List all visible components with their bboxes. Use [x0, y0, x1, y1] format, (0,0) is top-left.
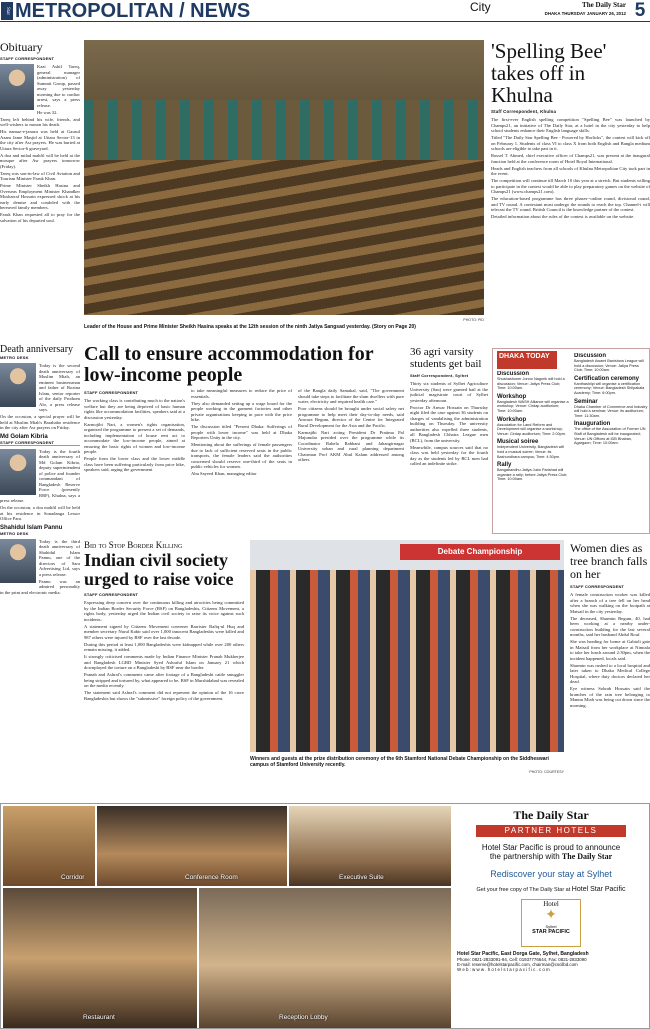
today-item [574, 376, 648, 396]
death-anniversary-column [0, 344, 80, 784]
spelling-bee-story [491, 40, 650, 340]
paper-name: The Daily Star [582, 1, 626, 9]
border-kicker: Bid to Stop Border Killing [84, 540, 183, 550]
dhaka-today-col-1 [497, 371, 569, 531]
agri-story [410, 346, 488, 534]
border-byline: STAFF CORRESPONDENT [84, 592, 139, 597]
obit-p7: Prime Minister Sheikh Hasina and Overseas Employment Minister Khandker Mosharraf Hossain expressed shock at his early demise and condoled with the bereaved family members. [0, 183, 80, 210]
women-p5: Eye witness Sohrab Hossain said the branches of the rain tree belonging to Mannu Miah was being cut down since the morning. [570, 686, 650, 708]
parliament-chairs [84, 100, 484, 160]
accom-c8: Abu Sayeed Khan, managing editor [191, 471, 257, 476]
dhaka-today-box [492, 348, 650, 534]
ad-email: E-mail: reserve@hotelstarpacific.com, chairman@cscilbd.com [457, 962, 578, 967]
accom-c6: The discussion titled "Present Dhaka: Sufferings of people with lower income" was held at Dhaka Reporters Unity in the city. [191, 424, 292, 440]
today-item-heading: Discussion [574, 353, 607, 359]
agri-p2: Proctor Dr Anwar Hossain on Thursday night filed the case against 36 students on charges of vandalising the administration building on Thursday. The university authorities also expelled three students, all Bangladesh Chhatra League men (BCL), from the university. [410, 404, 488, 443]
anniv-c1: Today is the third death anniversary of Shahidul Islam Pannu, one of the directors of Sara Advertising Ltd, says a press release. [39, 538, 80, 577]
today-item-heading: Musical soiree [497, 439, 539, 446]
today-item-text: The office of the Association of Former UN Staff of Bangladesh will be inaugurated; Venue: UN Offices at IDB Bhaban, Agargaon; Time: 10:00am. [574, 427, 646, 446]
spelling-p6: The education-based programme has three phases--online round, divisional round, and TV round. A contestant must undergo the rounds to reach the top. Channel-i will telecast the TV round. British Council is the knowledge partner of the contest. [491, 196, 650, 212]
ad-logo-mid: Sylhet [545, 924, 557, 929]
parliament-desks [84, 150, 484, 315]
masthead [0, 0, 650, 22]
ad-text-panel [453, 806, 649, 1028]
women-byline: STAFF CORRESPONDENT [570, 584, 625, 589]
accommodation-byline: STAFF CORRESPONDENT [84, 390, 139, 395]
accom-c9: of the Bangla daily Samakal, said, "The government should take steps to facilitate the slum dwellers with pure water, electricity and required health care." [298, 388, 404, 404]
ad-rediscover: Rediscover your stay at Sylhet [490, 869, 612, 879]
ad-label-corridor: Corridor [61, 874, 85, 881]
ad-photo-corridor [3, 806, 95, 886]
ad-photo-restaurant [3, 888, 197, 1028]
today-item-text: Independent University, Bangladesh will hold a musical soiree; Venue: its Bashundhara campus; Time: 4:30pm. [497, 445, 565, 459]
spelling-headline: 'Spelling Bee' takes off in Khulna [491, 40, 607, 107]
dhaka-today-col-2 [574, 353, 648, 531]
women-p2: The deceased, Sharmin Begum, 40, had been working at a nearby under-construction building for the last several months, said her husband Abdul Rouf. [570, 615, 650, 637]
anniversary-portrait-2 [0, 449, 36, 495]
anniversary-portrait-3 [0, 539, 36, 583]
spelling-p5: The competition will continue till March 10 this year at a stretch. But students willing to participate in the contest would be able to play preparatory games on the website of Champs21 (www.champs21.com). [491, 178, 650, 194]
today-item [497, 439, 569, 459]
ad-label-executive: Executive Suite [339, 874, 384, 881]
today-item-heading: Workshop [497, 416, 527, 423]
anniv-name-2: Shahidul Islam Pannu [0, 524, 63, 531]
spelling-p1: The first-ever English spelling competition "Spelling Bee" was launched by Champs21, an initiative of The Daily Star, at a hotel in the city yesterday to help school students enhance their English language skills. [491, 117, 650, 133]
ad-brand: The Daily Star [513, 808, 589, 822]
today-item-heading: Rally [497, 462, 512, 469]
paper-logo: Star [1, 2, 13, 20]
obituary-head: Obituary [0, 40, 43, 54]
spelling-p7: Detailed information about the rules of the contest is available on the website. [491, 214, 635, 219]
ad-proud-brand: The Daily Star [561, 852, 613, 861]
ad-logo-star-icon: ✦ [545, 908, 557, 923]
ad-logo-bottom: STAR PACIFIC [532, 929, 570, 935]
anniv-byline-2: STAFF CORRESPONDENT [0, 440, 80, 446]
today-item-heading: Workshop [497, 393, 527, 400]
agri-byline: Staff Correspondent, Sylhet [410, 373, 469, 378]
border-p6: The statement said Ashraf's comment did not represent the opinion of the 16 crore Bangladeshis but shows the "submissive" foreign policy of the government. [84, 690, 244, 701]
debate-caption: Winners and guests at the prize distribution ceremony of the 6th Stamford National Debate Championship on the Siddheswari campus of Stamford University recently. [250, 756, 549, 768]
today-item [497, 394, 569, 414]
dhaka-today-title: DHAKA TODAY [497, 351, 557, 369]
today-item-heading: Seminar [574, 398, 598, 405]
spelling-p3: Russel T. Ahmed, chief executive officer of Champs21, was present at the inaugural function held at the conference room of Hotel Royal International. [491, 153, 650, 164]
today-item-heading: Inauguration [574, 421, 611, 428]
anniv-b1: Today is the fourth death anniversary of Md Golam Kibria, deputy superintendent of police and founder commandant of Bangladesh Reserve Force (presently RRF), Khulna, says a press release. [0, 448, 80, 503]
today-item [497, 417, 569, 437]
obit-p2: He was 32. [37, 109, 58, 115]
accommodation-headline: Call to ensure accommodation for low-income people [84, 344, 374, 386]
ad-proud-line-2 [453, 852, 649, 861]
agri-p1: Thirty six students of Sylhet Agriculture University (Sau) were granted bail at the judicial magistrate court of Sylhet yesterday afternoon. [410, 381, 488, 403]
ad-proud-line-1: Hotel Star Pacific is proud to announce [481, 843, 621, 852]
today-item-text: Shushashoner Jonno Nagorik will hold a discussion; Venue: Jatiya Press Club; Time: 10:00am. [497, 377, 565, 391]
obit-p3: Tareq left behind his wife, friends, and well-wishers to mourn his death. [0, 116, 80, 127]
women-p1: A female construction worker was killed after a branch of a tree fell on her head when she was walking on the footpath at Matsail in the city yesterday. [570, 592, 650, 614]
accom-c11: Karmajibi Nari acting President Dr Pratima Pal Majumdar presided over the programme while its Coordinator Rahela Rabbani and Jahangirnagar University urban and rural planning department Chairman Prof AKM Abul Kalam addressed among others. [298, 429, 404, 462]
women-story [570, 542, 650, 790]
ad-logo-top: Hotel [543, 900, 559, 908]
anniversary-portrait-1 [0, 363, 36, 407]
agri-headline: 36 agri varsity students get bail [410, 346, 482, 370]
obit-p5: A doa and milad mahfil will be held at the mosque after Asr prayers tomorrow (Friday). [0, 152, 80, 169]
obit-p1: Kazi Ashif Tareq, general manager (administration) of Summit Group, passed away yesterday morning due to cardiac arrest, says a press release. [37, 64, 80, 108]
today-item [497, 371, 569, 391]
spelling-p4: Heads and English teachers from all schools of Khulna Metropolitan City took part in the event. [491, 165, 650, 176]
accom-c3: People from the lower class and the lower middle class have been suffering particularly from price hike, speakers said, urging the government [84, 456, 185, 472]
today-item [497, 462, 569, 482]
ad-photo-executive [289, 806, 451, 886]
anniv-name-1: Md Golam Kibria [0, 433, 48, 440]
today-item-text: Bangladesh Awami Banishwa League will hold a discussion; Venue: Jatiya Press Club; Time: 10:00am. [574, 359, 644, 373]
debate-photo [250, 540, 564, 752]
ad-phone: Phone: 0821-2833091-94, Cell: 01937776644, Fax: 0821-2833090 [457, 957, 587, 962]
agri-p3: Meanwhile, campus sources said that no class was held yesterday for the fourth day as the students led by BCL men had called an indefinite strike. [410, 444, 488, 466]
debate-banner: Debate Championship [400, 544, 560, 560]
accom-c4: to take meaningful measures to reduce the price of essentials. [191, 388, 292, 399]
border-p3: During this period at least 1,000 Bangladeshis were kidnapped while over 200 others remain missing, it added. [84, 641, 244, 652]
today-item-text: Association for Land Reform and Development will organise a workshop; Venue: Cirdap auditorium; Time: 2:00pm. [497, 422, 567, 436]
ad-offer-text: Get your free copy of The Daily Star at [476, 887, 571, 893]
anniv-a1: Today is the second death anniversary of Muslim Miah, an eminent businessman and father of Rozina Islam, senior reporter of the daily Prothom Alo, a press release says. [39, 363, 80, 412]
accom-c1: The working class is contributing much to the nation's welfare but they are being deprived of basic human rights like accommodation facilities, speakers said at a discussion yesterday. [84, 398, 185, 420]
anniv-c2: Pannu was an admired personality in the print and electronic media. [0, 578, 80, 595]
border-story [84, 540, 244, 790]
women-p4: Sharmin was rushed to a local hospital and later taken to Dhaka Medical College Hospital, where duty doctors declared her dead. [570, 662, 650, 684]
hotel-advertisement [0, 803, 650, 1029]
section-title: METROPOLITAN / NEWS [15, 0, 251, 22]
anniv-a2: On the occasion, a special prayer will be held at Muslim Miah's Barahabo residence in the city after Asr prayers on Friday. [0, 414, 80, 430]
anniv-byline-3: METRO DESK [0, 530, 29, 536]
border-headline: Indian civil society urged to raise voice [84, 550, 234, 589]
obit-p4: His namaz-e-janaza was held at Gausul Azam Jame Masjid at Uttara Sector-13 in the city after Asr prayers. He was buried at Uttara Sector-6 graveyard. [0, 129, 80, 151]
obituary-portrait [0, 64, 34, 110]
page-number: 5 [634, 0, 646, 21]
spelling-p2: Titled "The Daily Star Spelling Bee - Powered by Horlicks", the contest will kick off on February 1. Students of class VI to class X from both English and Bangla medium schools are eligible to take part in it. [491, 135, 650, 151]
accom-c5: They also demanded setting up a wage board for the people working in the garment factories and other private organisations keeping in pace with the price hike. [191, 400, 292, 422]
accommodation-col-1 [84, 398, 185, 534]
ad-web: W e b : w w w . h o t e l s t a r p a c i f i c . c o m [457, 967, 550, 972]
ad-proud-text: the partnership with [489, 852, 560, 861]
today-item-text: Dhaka Chamber of Commerce and Industry will hold a seminar; Venue: its auditorium; Time: 11:30am. [574, 404, 648, 418]
accommodation-col-2 [191, 388, 292, 534]
accom-c2: Karmojibi Nari, a women's rights organisation, organised the programme to present a set of demands, including implementation of house rent act to accommodate the low-income people, aimed at ensuring the basic rights of women and low-income people. [84, 421, 185, 454]
debate-people [250, 570, 564, 752]
debate-credit: PHOTO: COURTESY [529, 770, 564, 774]
accommodation-col-3 [298, 388, 404, 534]
accom-c7: Mentioning about the sufferings of female passengers due to lack of sufficient reserved seats in the public transports, the female leaders said the authorities concerned should reserve one-third of the seats in public vehicles for women. [191, 442, 292, 469]
obit-p8: Faruk Khan requested all to pray for the salvation of his departed soul. [0, 212, 80, 223]
parliament-photo [84, 40, 484, 315]
ad-photo-lobby [199, 888, 451, 1028]
ad-offer [453, 886, 649, 893]
border-p5: Pranab and Ashraf's comments came after footage of a Bangladeshi cattle smuggler being stripped and tortured by, what appeared to be, BSF in Murshidabad was revealed on the media recently. [84, 672, 244, 688]
anniversary-head: Death anniversary [0, 344, 74, 355]
obit-p6: Tareq was son-in-law of Civil Aviation and Tourism Minister Faruk Khan. [0, 170, 80, 181]
ad-address: Hotel Star Pacific, East Dorga Gate, Sylhet, Bangladesh [457, 951, 589, 957]
today-item-text: Bangabandhu Jatiya Jubo Parishad will organise a rally; before Jatiya Press Club; Time: 10:00am. [497, 468, 568, 482]
parliament-caption: Leader of the House and Prime Minister Sheikh Hasina speaks at the 12th session of the ninth Jatiya Sangsad yesterday. (Story on Page 20) [84, 324, 416, 330]
women-headline: Women dies as tree branch falls on her [570, 542, 648, 581]
border-p4: It strongly criticised comments made by Indian Finance Minister Pranab Mukherjee and Bangladesh LGRD Minister Syed Ashraful Islam on January 21 which downplayed the torture on a Bangladeshi by BSF near the border. [84, 654, 244, 670]
women-p3: She was heading for home at Gabtoli gate in Matsail from her workplace at Nimtala to take her lunch around 2:30pm, when the incident happened, locals said. [570, 639, 650, 661]
dateline: DHAKA THURSDAY JANUARY 26, 2012 [544, 11, 626, 16]
ad-hotel-logo [521, 899, 581, 947]
parliament-credit: PHOTO: PID [463, 318, 484, 322]
today-item-heading: Certification ceremony [574, 375, 640, 382]
ad-label-lobby: Reception Lobby [279, 1014, 328, 1021]
border-p1: Expressing deep concern over the continuous killing and atrocities being committed by the Indian Border Security Force (BSF) on Bangladeshis, Citizens Movement, a rights body, yesterday urged the Indian civil society to raise its voice against such incidents. [84, 600, 244, 622]
city-label: City [470, 0, 491, 14]
ad-partner-hotels: PARTNER HOTELS [476, 825, 626, 837]
anniversary-byline: METRO DESK [0, 355, 29, 360]
ad-label-conference: Conference Room [185, 874, 238, 881]
today-item-heading: Discussion [497, 371, 530, 377]
ad-offer-hotel: Hotel Star Pacific [571, 886, 626, 893]
border-p2: A statement signed by Citizens Movement convener Barrister Rafiq-ul Huq and member secretary Nurul Kabir said over 1,000 innocent Bangladeshis were killed and 987 others were injured by BSF over the last decade. [84, 623, 244, 640]
today-item-text: Kanthashilpi will organise a certification ceremony; Venue: Bangladesh Shilpakala Academy; Time: 6:00pm. [574, 381, 645, 395]
spelling-byline: Staff Correspondent, Khulna [491, 109, 557, 114]
ad-photo-conference [97, 806, 287, 886]
today-item [574, 421, 648, 445]
today-item [574, 399, 648, 419]
today-item [574, 353, 648, 373]
obituary-column [0, 40, 80, 340]
today-item-text: Bangladesh WASH Alliance will organise a workshop; Venue: Cirdap auditorium; Time: 10:00am. [497, 399, 569, 413]
obituary-byline: STAFF CORRESPONDENT [0, 56, 55, 61]
accom-c10: Poor citizens should be brought under social safety net programme to help meet their day-to-day needs, said Anwara Begum, director of the Centre for Integrated Rural Development for the Asia and the Pacific. [298, 406, 404, 428]
ad-label-restaurant: Restaurant [83, 1014, 115, 1021]
anniv-b2: On the occasion, a doa mahfil will be held at his residence in Sonadanga Lessor Office Para. [0, 505, 80, 521]
